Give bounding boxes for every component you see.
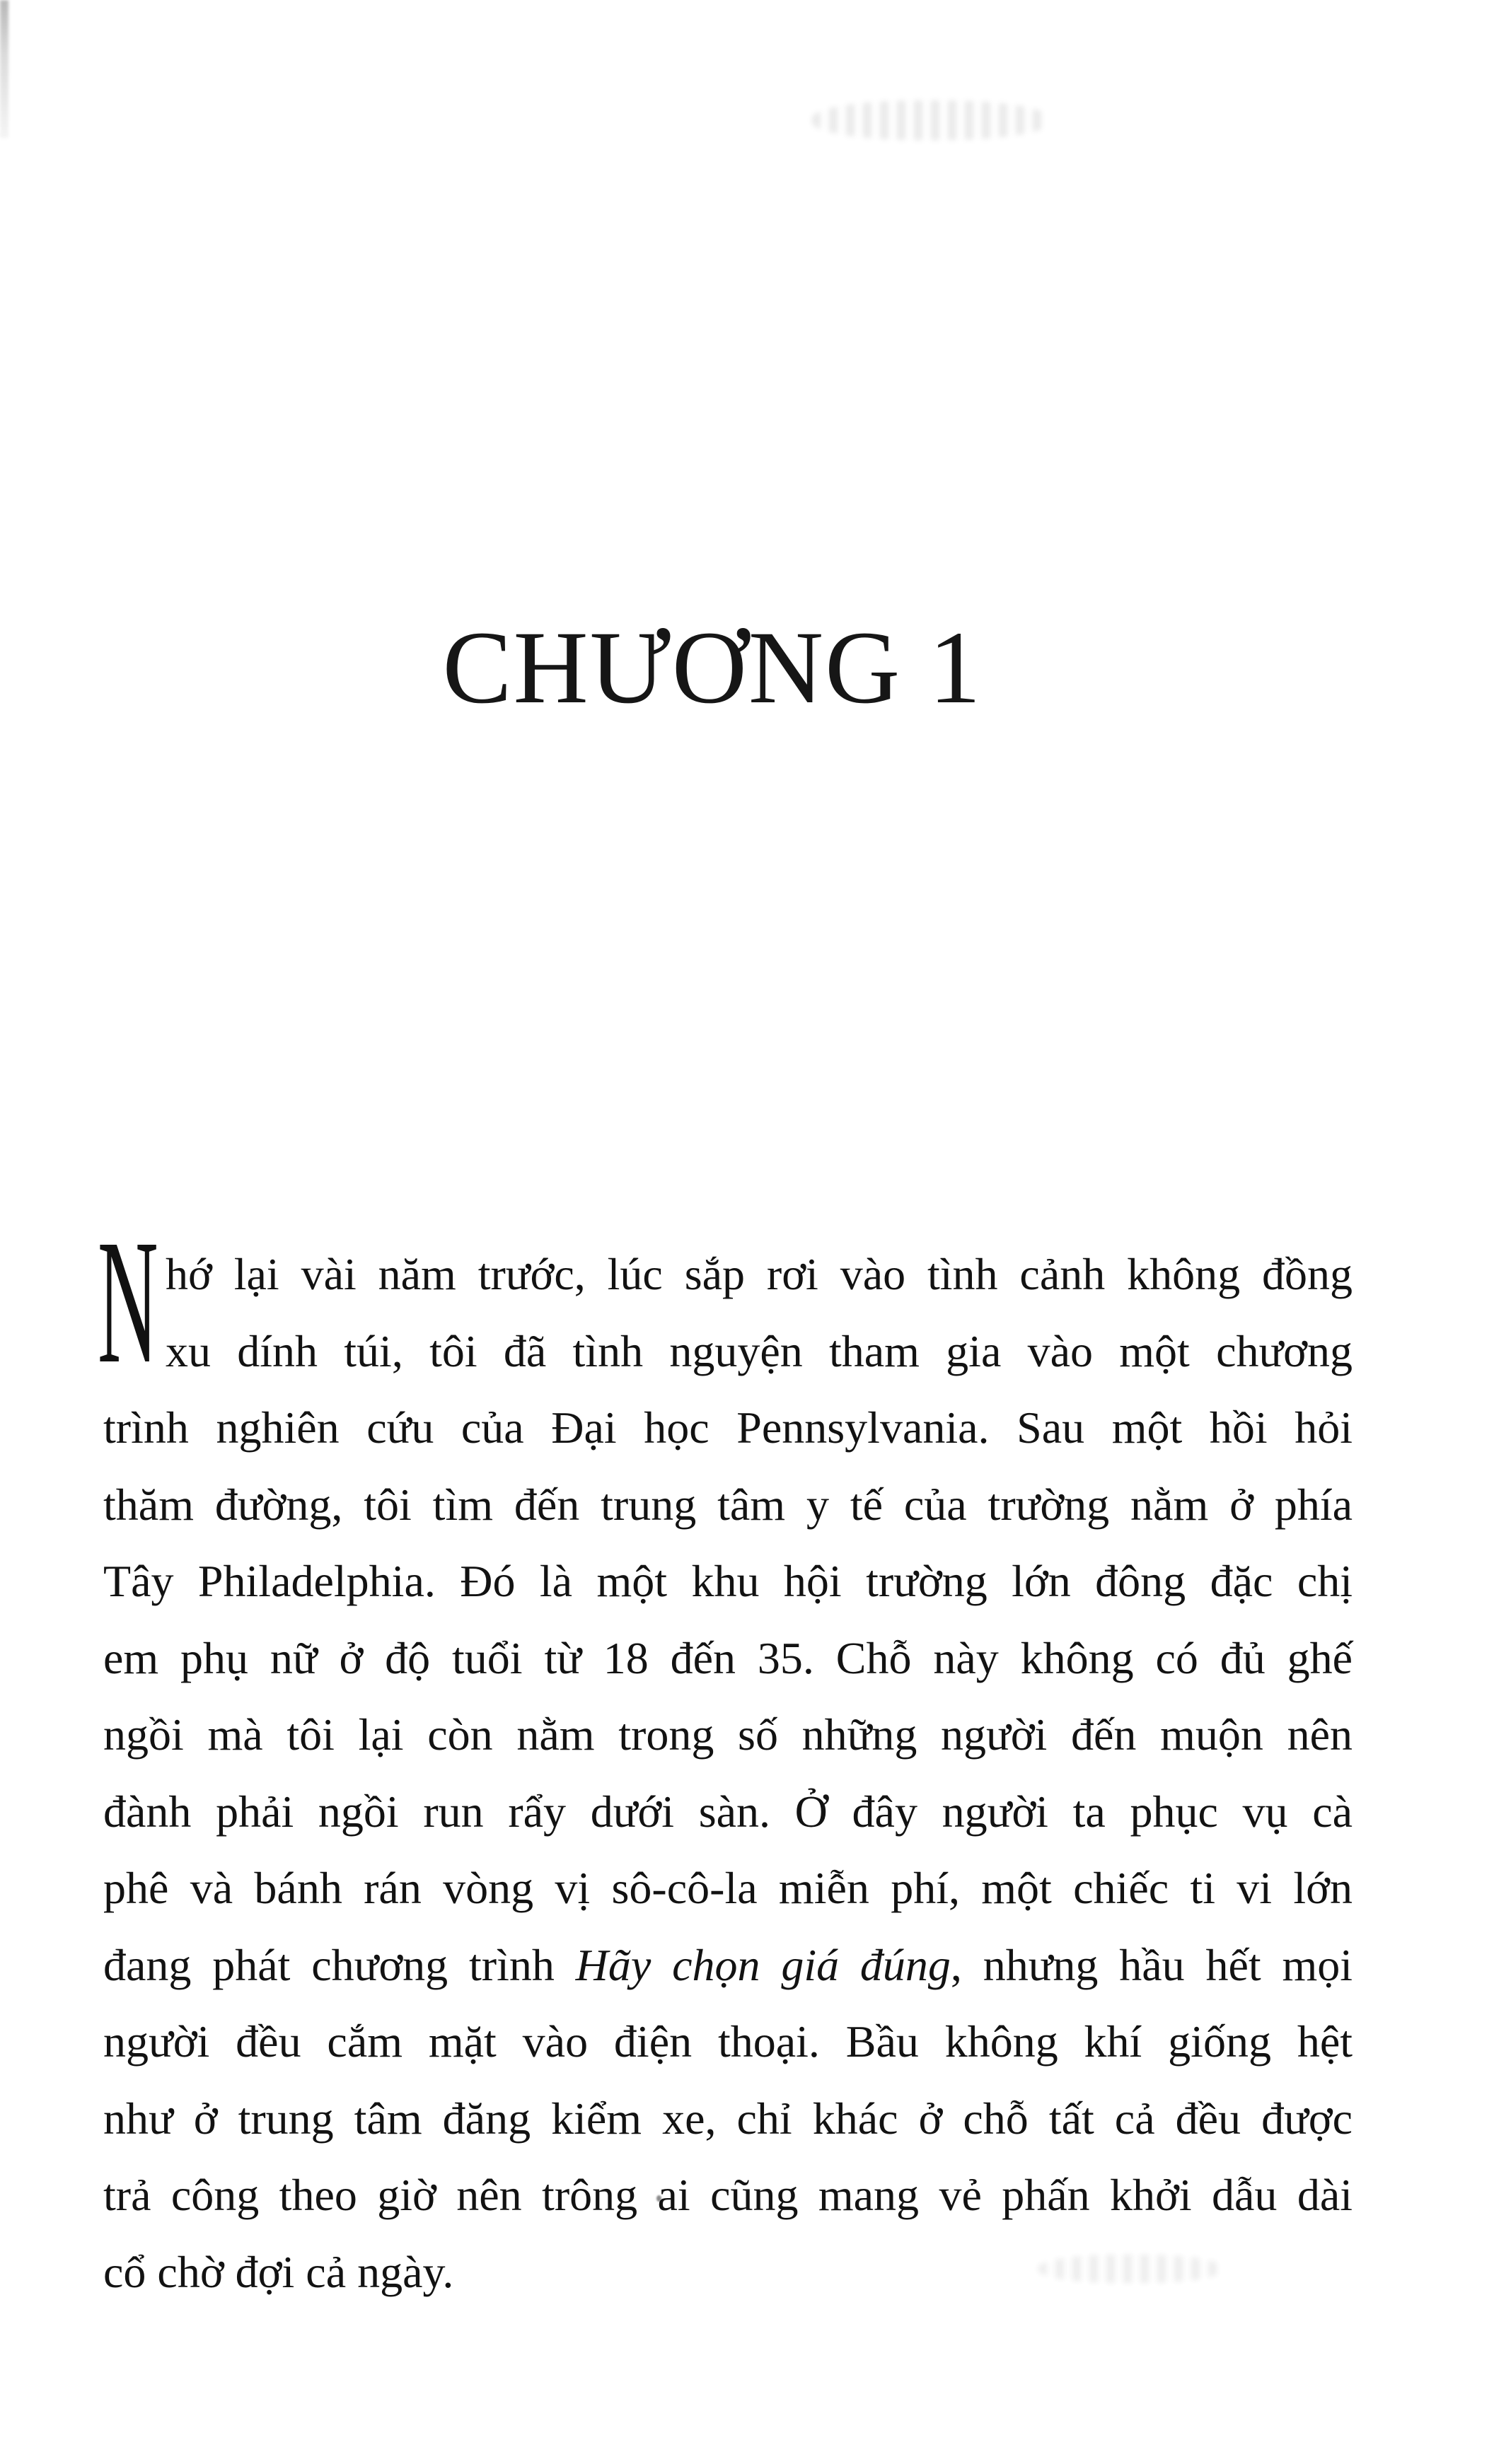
scan-speck (656, 2195, 661, 2202)
text-segment: em phụ nữ ở độ tuổi từ 18 đến 35. Chỗ này không có đủ ghế (103, 1632, 1353, 1683)
text-segment: đành phải ngồi run rẩy dưới sàn. Ở đây người ta phục vụ cà (103, 1786, 1353, 1837)
text-line (103, 1620, 1353, 1697)
paragraph (98, 1202, 1353, 2311)
paragraph-lines (103, 1236, 1353, 2311)
text-segment: thăm đường, tôi tìm đến trung tâm y tế của trường nằm ở phía (103, 1479, 1353, 1530)
text-segment: trình nghiên cứu của Đại học Pennsylvania. Sau một hồi hỏi (103, 1402, 1353, 1453)
text-segment: như ở trung tâm đăng kiểm xe, chỉ khác ở chỗ tất cả đều được (103, 2093, 1353, 2144)
text-line (103, 2157, 1353, 2234)
text-segment: , nhưng hầu hết mọi (950, 1939, 1353, 1990)
chapter-title: CHƯƠNG 1 (442, 610, 983, 725)
text-line (103, 1850, 1353, 1927)
scan-ghost-text-top (812, 100, 1050, 140)
text-line (103, 2081, 1353, 2158)
text-segment: đang phát chương trình (103, 1939, 576, 1990)
italic-text-segment: Hãy chọn giá đúng (575, 1939, 951, 1990)
scan-edge-smudge (0, 0, 8, 138)
text-line (103, 1927, 1353, 2004)
text-segment: hớ lại vài năm trước, lúc sắp rơi vào tình cảnh không đồng (166, 1249, 1353, 1299)
text-line (103, 1236, 1353, 1313)
text-segment: trả công theo giờ nên trông ai cũng mang vẻ phấn khởi dẫu dài (103, 2170, 1353, 2220)
drop-cap-letter: N (98, 1202, 158, 1400)
text-segment: Tây Philadelphia. Đó là một khu hội trường lớn đông đặc chị (103, 1556, 1353, 1606)
text-line (103, 1313, 1353, 1390)
text-segment: cổ chờ đợi cả ngày. (103, 2246, 454, 2297)
text-line (103, 1543, 1353, 1620)
text-line (103, 2004, 1353, 2081)
text-segment: xu dính túi, tôi đã tình nguyện tham gia vào một chương (166, 1325, 1353, 1376)
text-line (103, 1774, 1353, 1851)
text-line (103, 1697, 1353, 1774)
text-line (103, 1467, 1353, 1544)
text-line (103, 1390, 1353, 1467)
text-segment: phê và bánh rán vòng vị sô-cô-la miễn phí, một chiếc ti vi lớn (103, 1863, 1353, 1913)
text-segment: người đều cắm mặt vào điện thoại. Bầu không khí giống hệt (103, 2016, 1353, 2067)
text-segment: ngồi mà tôi lại còn nằm trong số những người đến muộn nên (103, 1709, 1353, 1760)
scan-ghost-text-bottom (1038, 2255, 1222, 2283)
